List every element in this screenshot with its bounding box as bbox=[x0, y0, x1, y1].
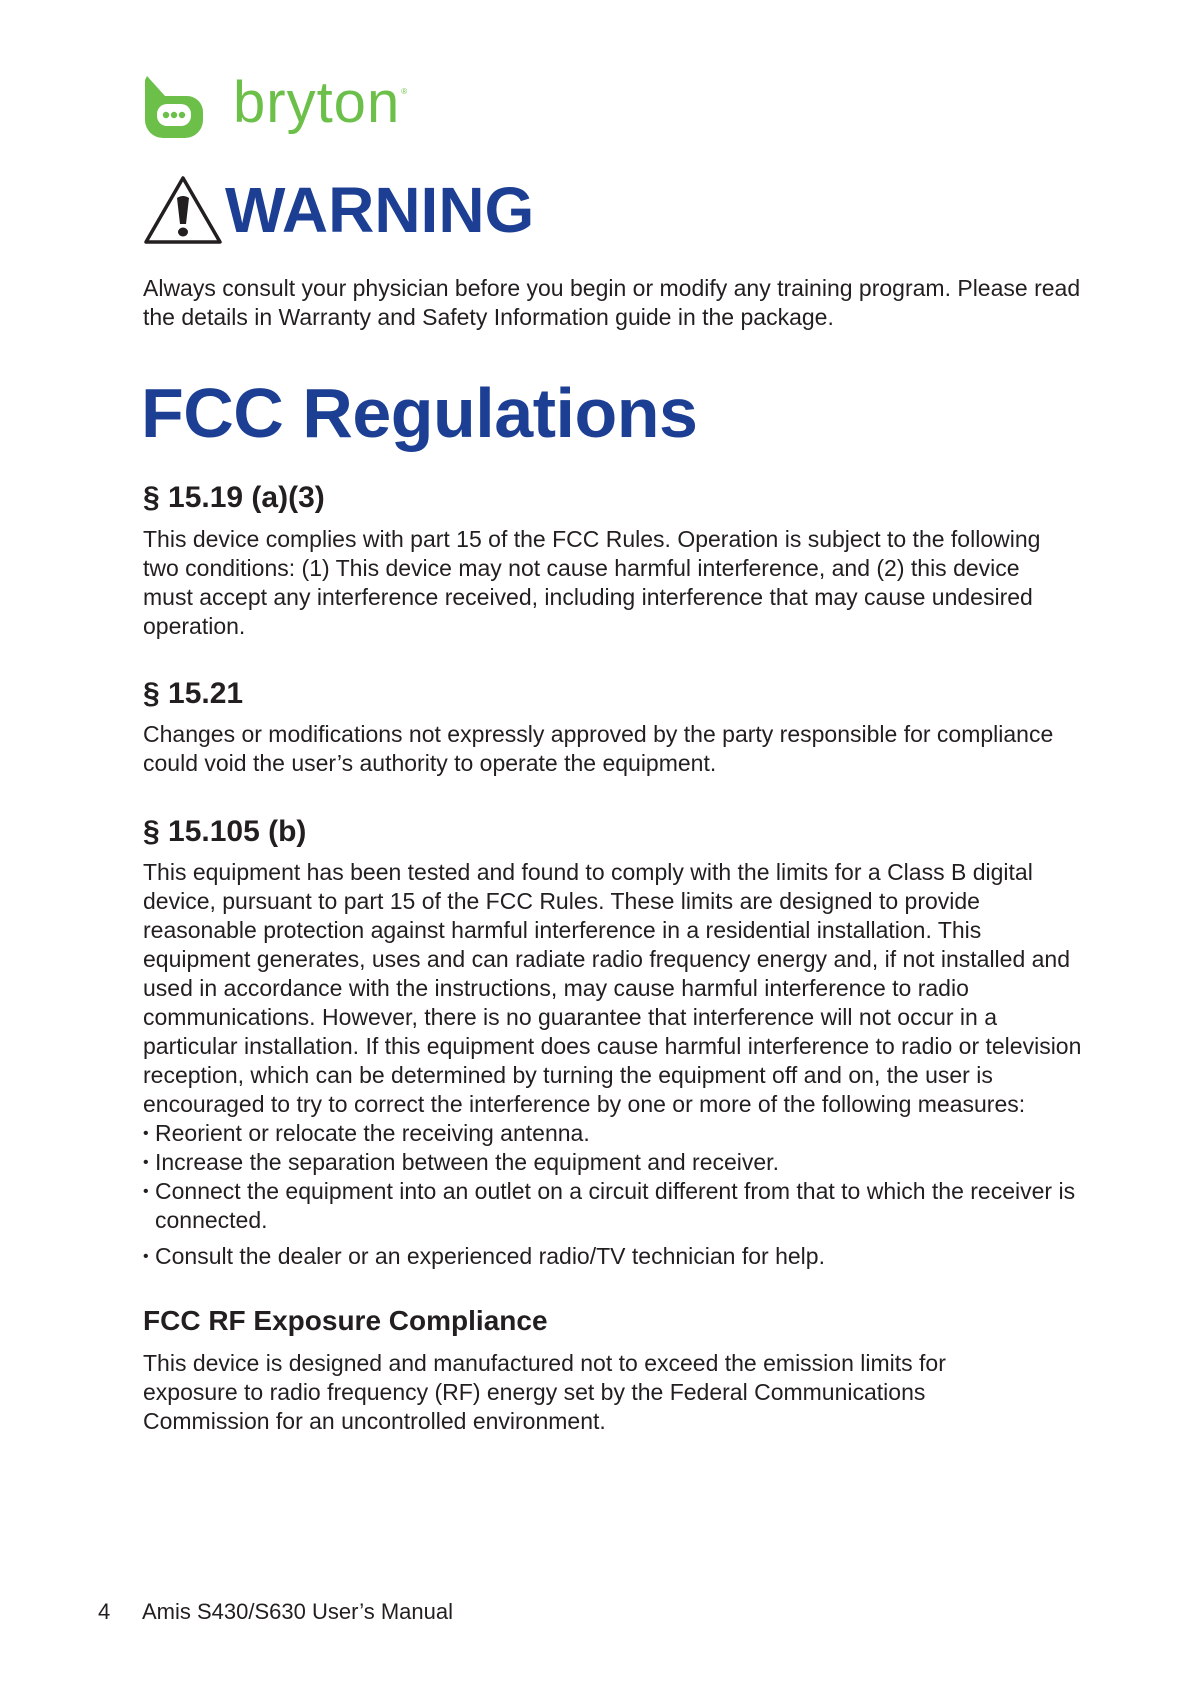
list-item: • Increase the separation between the equipment and receiver. bbox=[143, 1148, 1083, 1177]
section-heading-15-19: § 15.19 (a)(3) bbox=[143, 481, 325, 514]
warning-text: Always consult your physician before you begin or modify any training program. Please read the details in Warranty and Safety Information guide in the package. bbox=[143, 275, 1081, 330]
measures-list bbox=[143, 1119, 1083, 1271]
section-text-rf-exposure: This device is designed and manufactured not to exceed the emission limits for exposure to radio frequency (RF) energy set by the Federal Communications Commission for an uncontrolled environment. bbox=[143, 1350, 946, 1434]
section-heading-15-105: § 15.105 (b) bbox=[143, 815, 307, 848]
bryton-logo-icon bbox=[143, 74, 205, 140]
list-item: • Consult the dealer or an experienced radio/TV technician for help. bbox=[143, 1242, 1083, 1271]
trademark-mark: ® bbox=[401, 87, 409, 96]
section-heading-15-21: § 15.21 bbox=[143, 677, 244, 710]
list-item: • Connect the equipment into an outlet on a circuit different from that to which the receiver is connected. bbox=[143, 1177, 1083, 1235]
page-footer bbox=[98, 1599, 453, 1625]
section-paragraph-15-105: This equipment has been tested and found to comply with the limits for a Class B digital device, pursuant to part 15 of the FCC Rules. These limits are designed to provide reasonable protection against harmful interference in a residential installation. This equipment generates, uses and can radiate radio frequency energy and, if not installed and used in accordance with the instructions, may cause harmful interference to radio communications. However, there is no guarantee that interference will not occur in a particular installation. If this equipment does cause harmful interference to radio or television reception, which can be determined by turning the equipment off and on, the user is encouraged to try to correct the interference by one or more of the following measures: bbox=[143, 859, 1082, 1117]
section-heading-rf-exposure: FCC RF Exposure Compliance bbox=[143, 1305, 548, 1336]
page-title: FCC Regulations bbox=[141, 374, 698, 452]
brand-logo bbox=[143, 72, 408, 142]
warning-triangle-icon bbox=[143, 174, 223, 246]
brand-name: bryton® bbox=[233, 70, 409, 135]
section-text-15-105 bbox=[143, 858, 1083, 1271]
manual-title: Amis S430/S630 User’s Manual bbox=[142, 1599, 454, 1624]
page-number: 4 bbox=[98, 1599, 111, 1624]
warning-title: WARNING bbox=[225, 174, 535, 246]
section-text-15-21: Changes or modifications not expressly approved by the party responsible for compliance could void the user’s authority to operate the equipment. bbox=[143, 721, 1054, 776]
section-text-15-19: This device complies with part 15 of the FCC Rules. Operation is subject to the following two conditions: (1) This device may not cause harmful interference, and (2) this device must accept any interference received, including interference that may cause undesired operation. bbox=[143, 526, 1041, 639]
warning-heading bbox=[143, 174, 534, 246]
list-item: • Reorient or relocate the receiving antenna. bbox=[143, 1119, 1083, 1148]
